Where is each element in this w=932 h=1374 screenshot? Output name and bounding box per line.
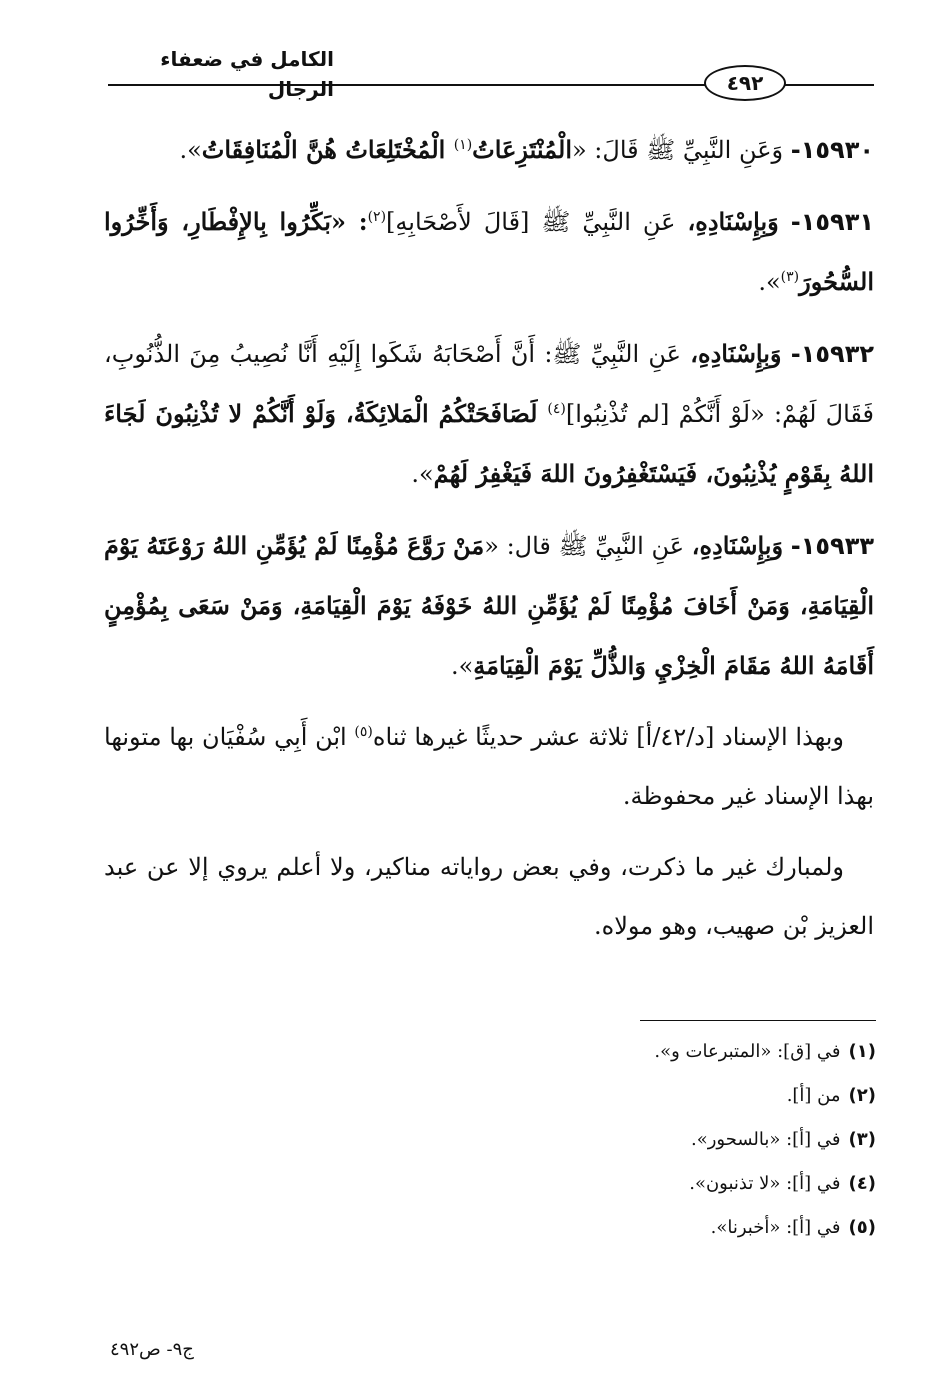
footnote-number: (٥) xyxy=(848,1217,876,1238)
footnote xyxy=(376,1074,876,1118)
footnote-marker: (٥) xyxy=(354,724,373,740)
hadith-isnad: وَبِإِسْنَادِهِ، xyxy=(690,339,782,368)
footnote-number: (٢) xyxy=(848,1085,876,1106)
footnote-marker: (٢) xyxy=(367,209,387,225)
hadith-tail: ». xyxy=(179,136,202,164)
running-title: الكامل في ضعفاء الرجال xyxy=(160,47,334,101)
hadith-paragraph xyxy=(104,120,874,180)
volume-page-reference: ج٩- ص٤٩٢ xyxy=(110,1339,194,1360)
footnote xyxy=(376,1030,876,1074)
hadith-matn-continued: لَصَافَحَتْكُمُ الْمَلائِكَةُ، وَلَوْ أَنَّكُمْ لا تُذْنِبُونَ لَجَاءَ اللهُ بِقَوْمٍ يُذْنِبُونَ، فَيَسْتَغْفِرُونَ اللهَ فَيَغْفِرُ لَهُمْ xyxy=(104,399,874,488)
footnote-marker: (٣) xyxy=(780,269,800,285)
hadith-paragraph xyxy=(104,192,874,312)
footnote-marker: (٤) xyxy=(547,401,566,417)
commentary-paragraph xyxy=(104,708,874,826)
hadith-tail-end: ». xyxy=(758,268,781,296)
hadith-number: ١٥٩٣٠- xyxy=(790,136,874,164)
footnotes xyxy=(376,1030,876,1250)
hadith-text: وَعَنِ النَّبِيِّ ﷺ قَالَ: « xyxy=(571,136,784,164)
commentary-text-continued: ابْن أَبِي سُفْيَان بها متونها بهذا الإسناد غير محفوظة. xyxy=(104,723,874,810)
hadith-matn-continued: الْمُخْتَلِعَاتُ هُنَّ الْمُنَافِقَاتُ xyxy=(201,135,454,164)
hadith-text: عَنِ النَّبِيِّ ﷺ قال: « xyxy=(484,532,692,560)
commentary-text: وبهذا الإسناد [د/٤٢/أ] ثلاثة عشر حديثًا غيرها ثناه xyxy=(372,723,845,751)
footnote-text: في [أ]: «لا تذنبون». xyxy=(689,1173,841,1194)
footnote-text: في [أ]: «بالسحور». xyxy=(690,1129,841,1150)
footnote-number: (٣) xyxy=(848,1129,876,1150)
hadith-matn: مَنْ رَوَّعَ مُؤْمِنًا لَمْ يُؤَمِّنِ اللهُ رَوْعَتَهُ يَوْمَ الْقِيَامَةِ، وَمَنْ أَخَافَ مُؤْمِنًا لَمْ يُؤَمِّنِ اللهُ خَوْفَهُ يَوْمَ الْقِيَامَةِ، وَمَنْ سَعَى بِمُؤْمِنٍ أَقَامَهُ اللهُ مَقَامَ الْخِزْيِ وَالذُّلِّ يَوْمَ الْقِيَامَةِ xyxy=(104,531,874,680)
hadith-isnad: وَبِإِسْنَادِهِ، xyxy=(687,207,779,236)
hadith-paragraph xyxy=(104,516,874,696)
footnote-text: من [أ]. xyxy=(786,1085,841,1106)
footnote-text: في [ق]: «المتبرعات و». xyxy=(654,1041,841,1062)
hadith-number: ١٥٩٣٢- xyxy=(790,340,874,368)
hadith-isnad: وَبِإِسْنَادِهِ، xyxy=(691,531,784,560)
hadith-text: عَنِ النَّبِيِّ ﷺ [قَالَ لأَصْحَابِهِ] xyxy=(386,208,688,236)
footnote-number: (٤) xyxy=(848,1173,876,1194)
commentary-paragraph xyxy=(104,838,874,956)
body-text xyxy=(104,120,874,968)
hadith-tail: ». xyxy=(450,652,474,680)
footnote-rule xyxy=(640,1020,876,1021)
commentary-text: ولمبارك غير ما ذكرت، وفي بعض رواياته مناكير، ولا أعلم يروي إلا عن عبد العزيز بْن صهيب، وهو مولاه. xyxy=(104,853,874,940)
page-number: ٤٩٢ xyxy=(704,65,786,101)
footnote xyxy=(376,1206,876,1250)
hadith-number: ١٥٩٣٣- xyxy=(790,532,874,560)
hadith-matn: الْمُنْتَزِعَاتُ xyxy=(472,135,572,164)
hadith-text: عَنِ النَّبِيِّ ﷺ: أَنَّ أَصْحَابَهُ شَكَوا إِلَيْهِ أَنَّا نُصِيبُ مِنَ الذُّنُوبِ، فَقَالَ لَهُمْ: «لَوْ أَنَّكُمْ [لم تُذْنِبُوا] xyxy=(104,340,874,428)
hadith-tail: ». xyxy=(411,460,434,488)
hadith-paragraph xyxy=(104,324,874,504)
footnote-number: (١) xyxy=(848,1041,876,1062)
footnote xyxy=(376,1162,876,1206)
footnote-marker: (١) xyxy=(453,137,473,153)
hadith-number: ١٥٩٣١- xyxy=(790,208,874,236)
footnote xyxy=(376,1118,876,1162)
footnote-text: في [أ]: «أخبرنا». xyxy=(710,1217,841,1238)
hadith-matn-continued: : «بَكِّرُوا بِالإِفْطَارِ، وَأَخِّرُوا السُّحُورَ xyxy=(104,207,874,296)
